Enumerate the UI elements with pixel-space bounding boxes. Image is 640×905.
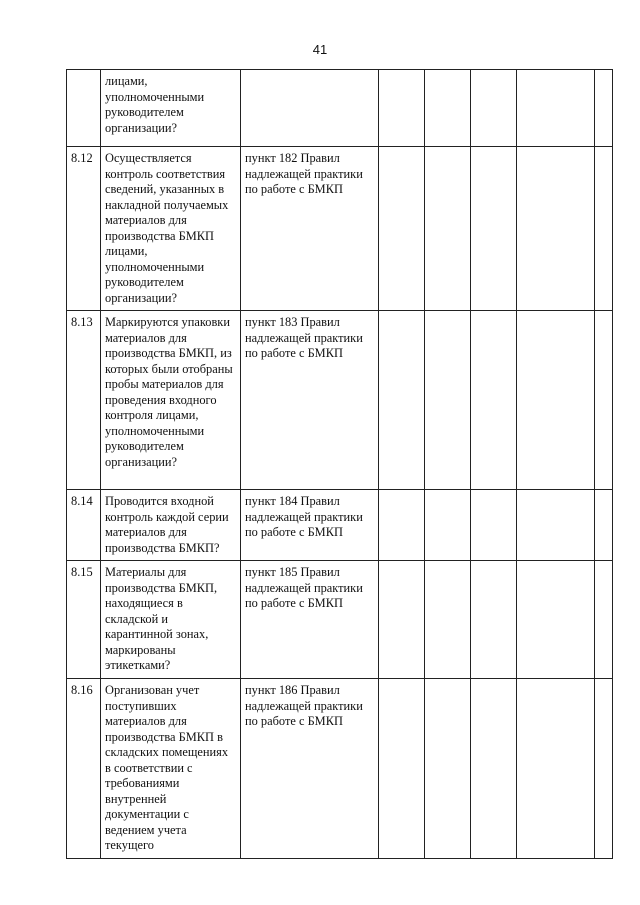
answer-yes-cell[interactable]	[379, 311, 425, 490]
extra-cell[interactable]	[595, 147, 613, 311]
item-number	[67, 70, 101, 147]
question-cell: Осуществляется контроль соответствия сведений, указанных в накладной получаемых материалов для производства БМКП лицами, уполномоченными руководителем организации?	[101, 147, 241, 311]
question-cell: Организован учет поступивших материалов для производства БМКП в складских помещениях в соответствии с требованиями внутренней документации с ведением учета текущего	[101, 679, 241, 859]
answer-na-cell[interactable]	[471, 490, 517, 561]
reference-cell: пункт 186 Правил надлежащей практики по работе с БМКП	[241, 679, 379, 859]
item-number: 8.16	[67, 679, 101, 859]
comment-cell[interactable]	[517, 311, 595, 490]
extra-cell[interactable]	[595, 679, 613, 859]
comment-cell[interactable]	[517, 679, 595, 859]
item-number: 8.15	[67, 561, 101, 679]
comment-cell[interactable]	[517, 147, 595, 311]
table-row	[67, 679, 613, 859]
answer-yes-cell[interactable]	[379, 147, 425, 311]
item-number: 8.14	[67, 490, 101, 561]
question-cell: лицами, уполномоченными руководителем организации?	[101, 70, 241, 147]
question-cell: Материалы для производства БМКП, находящиеся в складской и карантинной зонах, маркированы этикетками?	[101, 561, 241, 679]
answer-na-cell[interactable]	[471, 311, 517, 490]
answer-yes-cell[interactable]	[379, 561, 425, 679]
answer-no-cell[interactable]	[425, 311, 471, 490]
reference-cell	[241, 70, 379, 147]
extra-cell[interactable]	[595, 70, 613, 147]
question-cell: Маркируются упаковки материалов для производства БМКП, из которых были отобраны пробы материалов для проведения входного контроля лицами, уполномоченными руководителем организации?	[101, 311, 241, 490]
answer-no-cell[interactable]	[425, 490, 471, 561]
answer-na-cell[interactable]	[471, 70, 517, 147]
answer-yes-cell[interactable]	[379, 490, 425, 561]
table-row	[67, 70, 613, 147]
comment-cell[interactable]	[517, 561, 595, 679]
answer-no-cell[interactable]	[425, 561, 471, 679]
answer-yes-cell[interactable]	[379, 70, 425, 147]
answer-na-cell[interactable]	[471, 679, 517, 859]
answer-no-cell[interactable]	[425, 679, 471, 859]
table-row	[67, 561, 613, 679]
comment-cell[interactable]	[517, 490, 595, 561]
reference-cell: пункт 184 Правил надлежащей практики по работе с БМКП	[241, 490, 379, 561]
extra-cell[interactable]	[595, 561, 613, 679]
table-row	[67, 147, 613, 311]
table-row	[67, 311, 613, 490]
answer-na-cell[interactable]	[471, 561, 517, 679]
item-number: 8.12	[67, 147, 101, 311]
extra-cell[interactable]	[595, 311, 613, 490]
answer-no-cell[interactable]	[425, 70, 471, 147]
question-cell: Проводится входной контроль каждой серии материалов для производства БМКП?	[101, 490, 241, 561]
table-row	[67, 490, 613, 561]
comment-cell[interactable]	[517, 70, 595, 147]
answer-na-cell[interactable]	[471, 147, 517, 311]
checklist-table	[66, 69, 613, 859]
reference-cell: пункт 182 Правил надлежащей практики по работе с БМКП	[241, 147, 379, 311]
reference-cell: пункт 183 Правил надлежащей практики по работе с БМКП	[241, 311, 379, 490]
page-number: 41	[312, 42, 328, 57]
extra-cell[interactable]	[595, 490, 613, 561]
answer-no-cell[interactable]	[425, 147, 471, 311]
answer-yes-cell[interactable]	[379, 679, 425, 859]
reference-cell: пункт 185 Правил надлежащей практики по работе с БМКП	[241, 561, 379, 679]
item-number: 8.13	[67, 311, 101, 490]
